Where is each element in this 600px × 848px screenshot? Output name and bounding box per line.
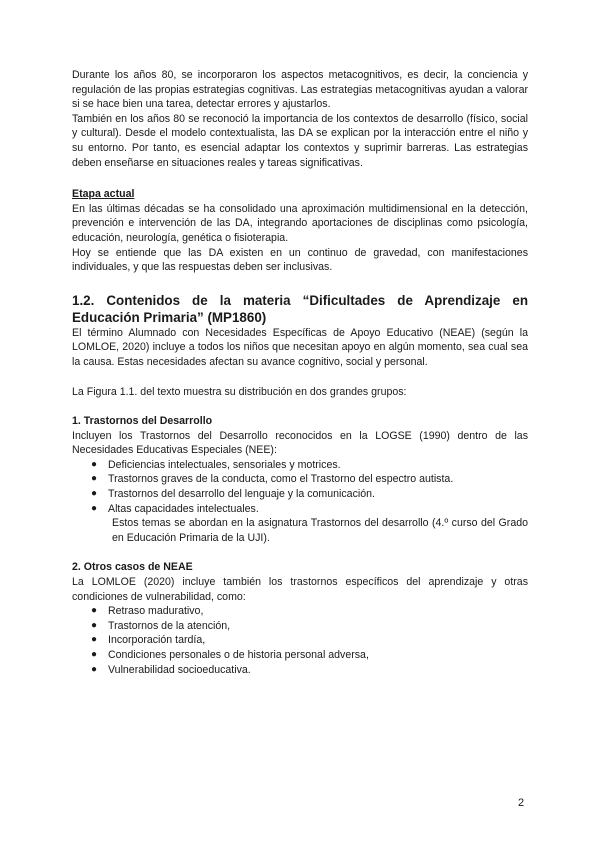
list-item: ● Vulnerabilidad socioeducativa. [91,663,251,676]
list-item: ● Trastornos graves de la conducta, como el Trastorno del espectro autista. [91,473,454,486]
list-otros-casos [72,604,528,677]
section-title: 1.2. Contenidos de la materia “Dificultades de Aprendizaje en Educación Primaria” (MP1860) [72,292,528,325]
paragraph-continuum: Hoy se entiende que las DA existen en un continuo de gravedad, con manifestaciones individuales, y que las respuestas deben ser inclusivas. [72,246,528,274]
list-item: ● Trastornos de la atención, [91,619,231,632]
paragraph-group2-intro: La LOMLOE (2020) incluye también los trastornos específicos del aprendizaje y otras condiciones de vulnerabilidad, como: [72,576,528,603]
paragraph-group1-intro: Incluyen los Trastornos del Desarrollo reconocidos en la LOGSE (1990) dentro de las Necesidades Educativas Especiales (NEE): [72,429,528,457]
bullet-icon: ● [91,663,98,675]
list-item: ● Deficiencias intelectuales, sensoriales y motrices. [91,458,341,471]
list-item: ● Condiciones personales o de historia personal adversa, [91,649,369,661]
paragraph-figure-reference: La Figura 1.1. del texto muestra su distribución en dos grandes grupos: [72,385,407,398]
paragraph-metacognitive: Durante los años 80, se incorporaron los aspectos metacognitivos, es decir, la conciencia y regulación de las propias estrategias cognitivas. Las estrategias metacognitivas ayudan a valorar si se hace bien una tarea, detectar errores y ajustarlos. [72,69,528,111]
heading-trastornos-desarrollo: 1. Trastornos del Desarrollo [72,415,213,428]
list-item: ● Incorporación tardía, [91,634,206,647]
paragraph-contexts: También en los años 80 se reconoció la importancia de los contextos de desarrollo (físico, social y cultural). Desde el modelo contextualista, las DA se explican por la interacción entre el niño y su entorno. Por tanto, es esencial adaptar los contextos y suprimir barreras. Las estrategias deben enseñarse en situaciones reales y tareas significativas. [72,112,528,169]
bullet-icon: ● [91,649,98,660]
page-number: 2 [518,797,525,809]
heading-otros-neae: 2. Otros casos de NEAE [72,561,193,574]
heading-etapa-actual: Etapa actual [72,188,135,201]
paragraph-group1-note: Estos temas se abordan en la asignatura Trastornos del desarrollo (4.º curso del Grado en Educación Primaria de la UJI). [112,517,528,544]
paragraph-multidimensional: En las últimas décadas se ha consolidado una aproximación multidimensional en la detección, prevención e intervención de las DA, integrando aportaciones de disciplinas como psicología, educación, neurología, genética o fisioterapia. [72,202,528,244]
paragraph-neae-definition: El término Alumnado con Necesidades Específicas de Apoyo Educativo (NEAE) (según la LOMLOE, 2020) incluye a todos los niños que necesitan apoyo en algún momento, sea cual sea la causa. Estas necesidades afectan su avance cognitivo, social y personal. [72,326,528,368]
bullet-icon: ● [91,605,98,617]
bullet-icon: ● [91,634,98,646]
list-trastornos [72,458,528,516]
bullet-icon: ● [91,473,98,485]
page-content [72,68,528,677]
list-item: ● Trastornos del desarrollo del lenguaje y la comunicación. [91,488,375,501]
list-item: ● Altas capacidades intelectuales. [91,502,259,515]
bullet-icon: ● [91,502,98,514]
bullet-icon: ● [91,458,98,470]
list-item: ● Retraso madurativo, [91,605,204,618]
bullet-icon: ● [91,488,98,500]
bullet-icon: ● [91,619,98,631]
